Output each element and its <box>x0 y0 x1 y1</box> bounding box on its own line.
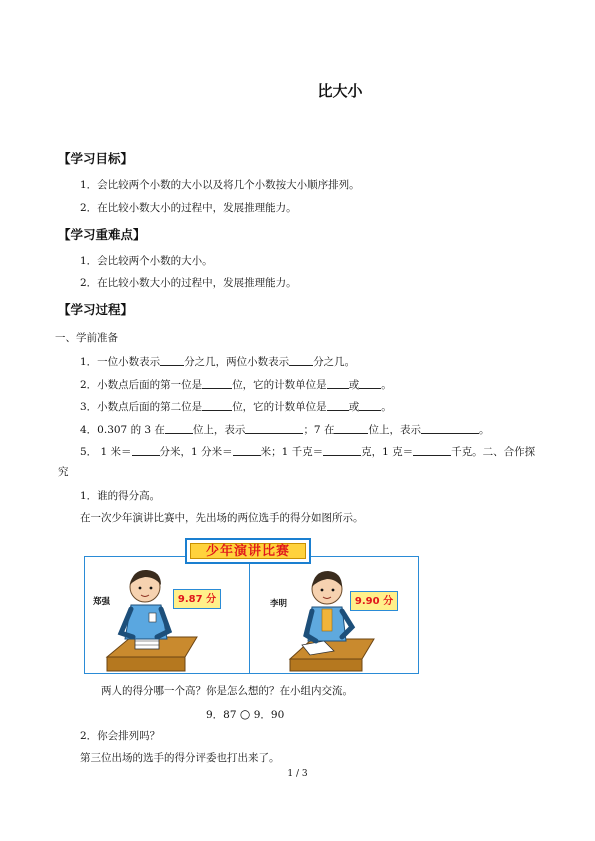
section-keypoints-heading: 【学习重难点】 <box>58 227 146 242</box>
compare-left-value: 9．87 <box>206 709 237 721</box>
score-question: 两人的得分哪一个高？你是怎么想的？在小组内交流。 <box>101 685 353 697</box>
right-boy-illustration <box>250 557 418 673</box>
keypoint-item-2: 2．在比较小数大小的过程中，发展推理能力。 <box>80 277 297 289</box>
explore-question-1-text: 在一次少年演讲比赛中，先出场的两位选手的得分如图所示。 <box>80 512 364 524</box>
goal-item-1: 1．会比较两个小数的大小以及将几个小数按大小顺序排列。 <box>80 179 360 191</box>
right-panel <box>249 556 419 674</box>
prep-heading: 一、学前准备 <box>55 332 118 344</box>
left-boy-illustration <box>85 557 250 673</box>
right-contestant-name: 李明 <box>270 599 288 609</box>
prep-question-1: 1．一位小数表示 分之几，两位小数表示 分之几。 <box>80 356 356 368</box>
explore-question-1: 1．谁的得分高。 <box>80 490 161 502</box>
section-process-heading: 【学习过程】 <box>58 302 134 317</box>
compare-circle-blank: ○ <box>239 707 251 721</box>
prep-question-5: 5． 1 米＝ 分米，1 分米＝ 米；1 千克＝ 克，1 克＝ 千克。二、合作探 <box>80 446 536 458</box>
prep-question-4: 4．0.307 的 3 在 位上，表示 ；7 在 位上，表示 。 <box>80 424 490 436</box>
goal-item-2: 2．在比较小数大小的过程中，发展推理能力。 <box>80 202 297 214</box>
contest-illustration <box>84 538 418 674</box>
contest-banner-text: 少年演讲比赛 <box>190 543 306 559</box>
contest-banner <box>185 538 311 564</box>
comparison-expression <box>206 707 284 722</box>
prep-question-2: 2．小数点后面的第一位是 位，它的计数单位是 或 。 <box>80 379 392 391</box>
page-title: 比大小 <box>317 82 363 100</box>
explore-question-2: 2．你会排列吗？ <box>80 730 161 742</box>
left-panel <box>84 556 251 674</box>
right-score-card: 9.90 分 <box>350 591 398 611</box>
left-contestant-name: 郑强 <box>93 597 111 607</box>
prep-question-5-wrap: 究 <box>58 466 69 478</box>
prep-question-3: 3．小数点后面的第二位是 位，它的计数单位是 或 。 <box>80 401 392 413</box>
left-score-card: 9.87 分 <box>173 589 221 609</box>
section-goals-heading: 【学习目标】 <box>58 151 134 166</box>
page-number: 1 / 3 <box>287 769 308 779</box>
compare-right-value: 9．90 <box>253 709 285 721</box>
explore-question-2-text: 第三位出场的选手的得分评委也打出来了。 <box>80 752 280 764</box>
keypoint-item-1: 1．会比较两个小数的大小。 <box>80 255 213 267</box>
